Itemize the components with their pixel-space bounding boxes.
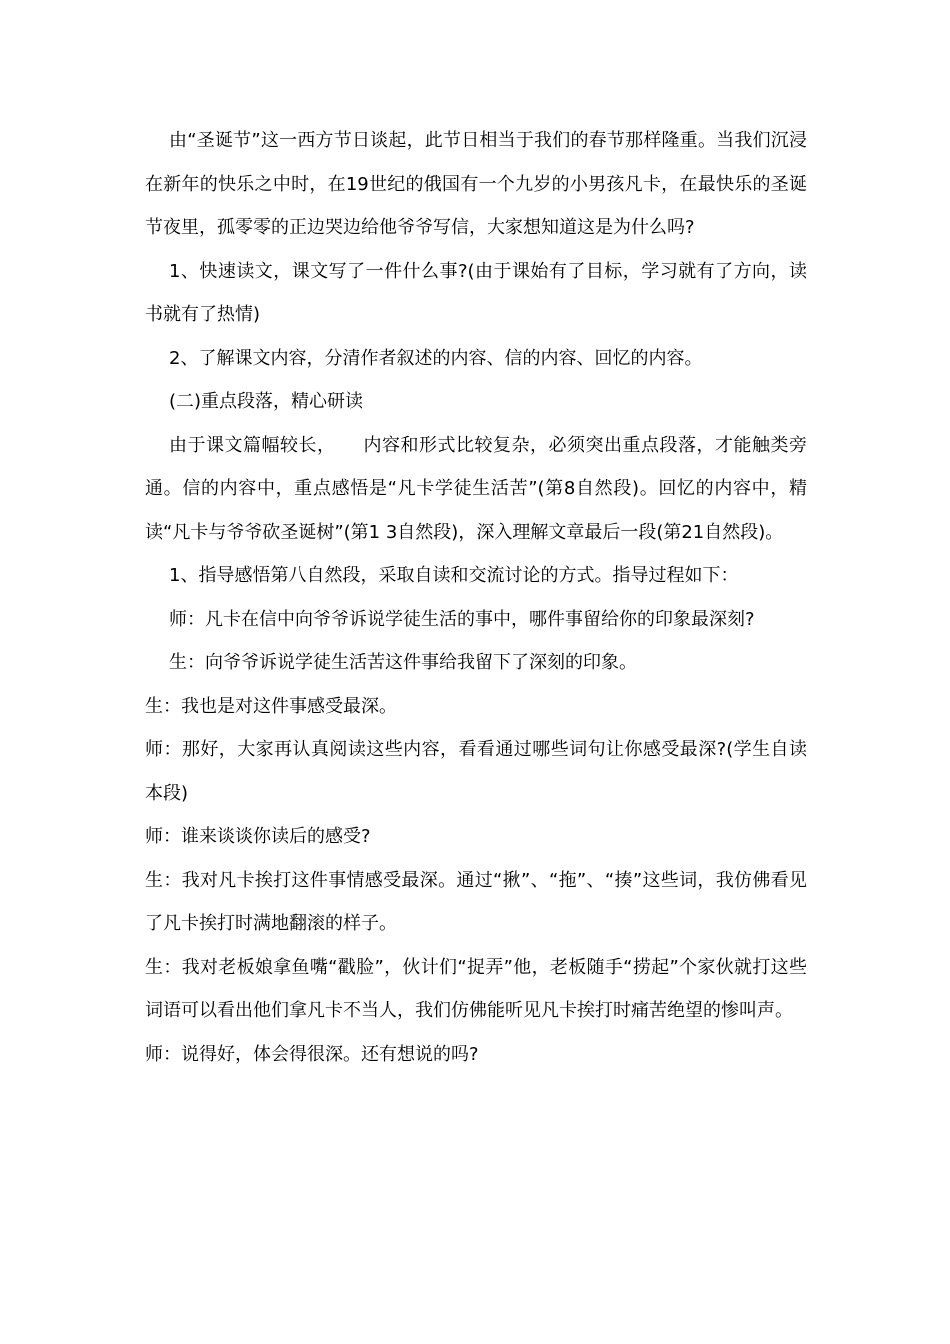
dialogue-line: 生：我也是对这件事感受最深。: [145, 695, 397, 717]
dialogue-line: 师：凡卡在信中向爷爷诉说学徒生活的事中，哪件事留给你的印象最深刻?: [169, 608, 755, 630]
paragraph-focus: 由于课文篇幅较长， 内容和形式比较复杂，必须突出重点段落，才能触类旁通。信的内容中，重点感悟是“凡卡学徒生活苦”(第8自然段)。回忆的内容中，精读“凡卡与爷爷砍圣诞树”(第1 3自然段)，深入理解文章最后一段(第21自然段)。: [145, 434, 807, 543]
dialogue-line: 生：向爷爷诉说学徒生活苦这件事给我留下了深刻的印象。: [169, 652, 637, 673]
document-page: [145, 119, 807, 1076]
dialogue-line: 师：说得好，体会得很深。还有想说的吗?: [145, 1043, 479, 1065]
section-heading: (二)重点段落，精心研读: [169, 391, 364, 412]
dialogue-line: 师：那好，大家再认真阅读这些内容，看看通过哪些词句让你感受最深?(学生自读本段): [145, 739, 807, 804]
paragraph-step-2: 2、了解课文内容，分清作者叙述的内容、信的内容、回忆的内容。: [169, 347, 703, 369]
dialogue-line: 师：谁来谈谈你读后的感受?: [145, 826, 371, 847]
dialogue-line: 生：我对老板娘拿鱼嘴“戳脸”，伙计们“捉弄”他，老板随手“捞起”个家伙就打这些词语可以看出他们拿凡卡不当人，我们仿佛能听见凡卡挨打时痛苦绝望的惨叫声。: [145, 956, 807, 1021]
paragraph-step-1: 1、快速读文，课文写了一件什么事?(由于课始有了目标，学习就有了方向，读书就有了热情): [145, 260, 807, 325]
dialogue-line: 生：我对凡卡挨打这件事情感受最深。通过“揪”、“拖”、“揍”这些词，我仿佛看见了凡卡挨打时满地翻滚的样子。: [145, 869, 807, 934]
paragraph-guide: 1、指导感悟第八自然段，采取自读和交流讨论的方式。指导过程如下：: [169, 565, 739, 586]
paragraph-intro: 由“圣诞节”这一西方节日谈起，此节日相当于我们的春节那样隆重。当我们沉浸在新年的快乐之中时，在19世纪的俄国有一个九岁的小男孩凡卡，在最快乐的圣诞节夜里，孤零零的正边哭边给他爷爷写信，大家想知道这是为什么吗?: [145, 130, 807, 238]
